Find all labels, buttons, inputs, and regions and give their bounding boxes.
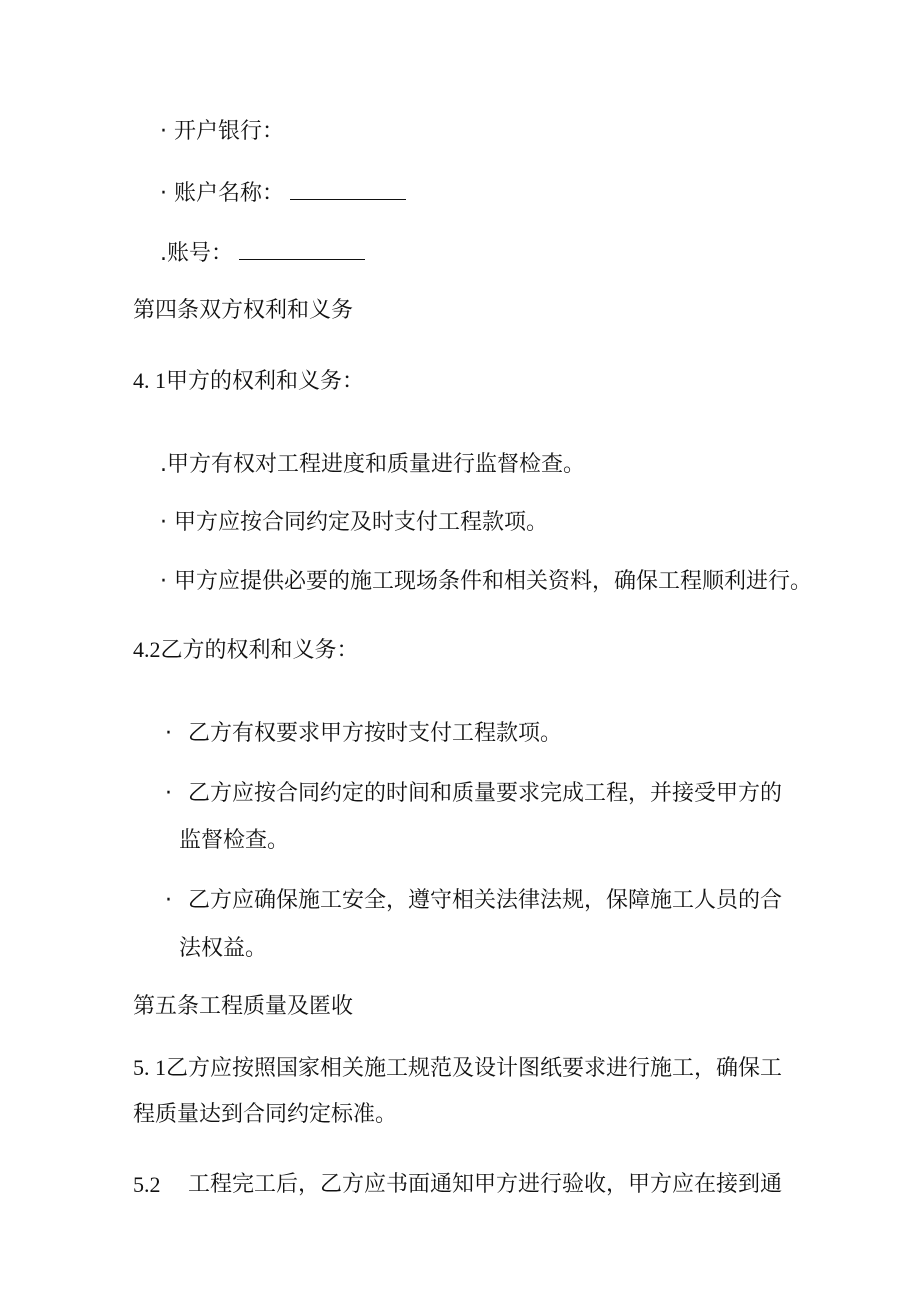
section-text: 乙方应按照国家相关施工规范及设计图纸要求进行施工，确保工 [166, 1056, 783, 1081]
party-b-item-continuation: 监督检查。 [179, 828, 290, 853]
account-number-row [160, 237, 365, 269]
section-number: 4. 1 [133, 368, 166, 393]
party-b-item: 乙方有权要求甲方按时支付工程款项。 [188, 721, 563, 746]
section-5-1-line [133, 1053, 782, 1084]
bullet-icon: · [165, 781, 172, 806]
article-5-heading: 第五条工程质量及匿收 [133, 994, 354, 1019]
section-number: 4.2 [133, 637, 161, 662]
account-number-label: .账号： [160, 241, 233, 266]
party-b-item: 乙方应按合同约定的时间和质量要求完成工程，并接受甲方的 [188, 781, 783, 806]
party-b-item: 乙方应确保施工安全，遵守相关法律法规，保障施工人员的合 [188, 888, 783, 913]
account-name-label: · 账户名称： [160, 181, 284, 206]
bullet-icon: · [165, 721, 172, 746]
account-number-blank [239, 237, 365, 260]
party-b-item-continuation: 法权益。 [179, 936, 268, 961]
party-a-item: · 甲方应按合同约定及时支付工程款项。 [160, 510, 548, 535]
section-5-2-text: 工程完工后，乙方应书面通知甲方进行验收，甲方应在接到通 [188, 1172, 783, 1197]
section-5-1-continuation: 程质量达到合同约定标准。 [133, 1102, 398, 1127]
party-a-item: · 甲方应提供必要的施工现场条件和相关资料，确保工程顺利进行。 [160, 569, 812, 594]
bullet-icon: · [165, 888, 172, 913]
account-name-row [160, 177, 406, 209]
article-4-heading: 第四条双方权利和义务 [133, 298, 354, 323]
section-title: 乙方的权利和义务： [160, 638, 359, 663]
section-number: 5. 1 [133, 1055, 166, 1080]
section-title: 甲方的权利和义务： [166, 369, 365, 394]
section-number: 5.2 [133, 1172, 161, 1197]
section-4-1-heading [133, 366, 364, 397]
party-a-item: .甲方有权对工程进度和质量进行监督检查。 [160, 452, 585, 477]
section-4-2-heading [133, 635, 359, 666]
bank-name-label: · 开户银行： [160, 119, 284, 144]
account-name-blank [290, 177, 406, 200]
